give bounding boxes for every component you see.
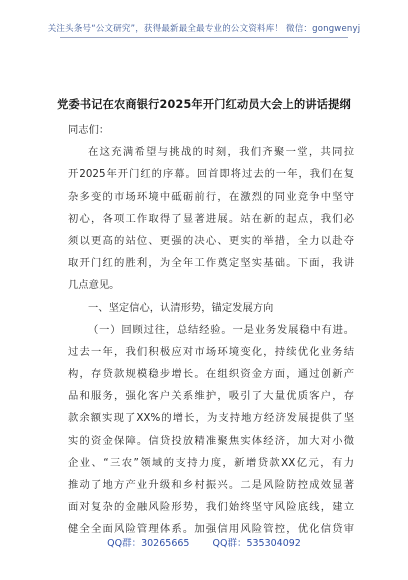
header-banner: 关注头条号“公文研究”，获得最新最全最专业的公文资料库！ 微信：gongwenyj [47,24,361,34]
paragraph-line: 品和服务，强化客户关系维护，吸引了大量优质客户，存 [68,390,354,403]
paragraph-line: 款余额实现了XX%的增长，为支持地方经济发展提供了坚 [68,412,354,425]
paragraph-line: 几点意见。 [68,279,120,292]
paragraph-line: （一）回顾过往，总结经验。一是业务发展稳中有进。 [88,323,354,336]
paragraph-line: 初心，各项工作取得了显著进展。站在新的起点，我们必 [68,212,354,225]
paragraph-line: 须以更高的站位、更强的决心、更实的举措，全力以赴夺 [68,234,354,247]
document-title: 党委书记在农商银行2025年开门红动员大会上的讲话提纲 [57,98,351,111]
paragraph-line: 杂多变的市场环境中砥砺前行，在激烈的同业竞争中坚守 [68,190,354,203]
section-heading: 一、坚定信心，认清形势，锚定发展方向 [88,301,274,314]
paragraph-line: 开2025年开门红的序幕。回首即将过去的一年，我们在复 [68,168,354,181]
paragraph-line: 构，存贷款规模稳步增长。在组织资金方面，通过创新产 [68,368,354,381]
paragraph-line: 面对复杂的金融风险形势，我们始终坚守风险底线，建立 [68,501,354,514]
paragraph-line: 取开门红的胜利，为全年工作奠定坚实基础。下面，我讲 [68,257,354,270]
header-divider [60,37,348,38]
footer-qq-group-1: QQ群：30265665 [107,538,190,549]
footer-qq-group-2: QQ群：535304092 [212,538,301,549]
footer-banner [0,535,408,549]
paragraph-line: 过去一年，我们积极应对市场环境变化，持续优化业务结 [68,345,354,358]
paragraph-line: 实的资金保障。信贷投放精准聚焦实体经济，加大对小微 [68,434,354,447]
paragraph-line: 在这充满希望与挑战的时刻，我们齐聚一堂，共同拉 [88,146,354,159]
paragraph-line: 健全全面风险管理体系。加强信用风险管控，优化信贷审 [68,523,354,536]
paragraph-line: 企业、“三农”领域的支持力度，新增贷款XX亿元，有力 [68,456,354,469]
salutation: 同志们： [68,124,110,136]
document-body [68,119,354,541]
paragraph-line: 推动了地方产业升级和乡村振兴。二是风险防控成效显著 [68,479,354,491]
